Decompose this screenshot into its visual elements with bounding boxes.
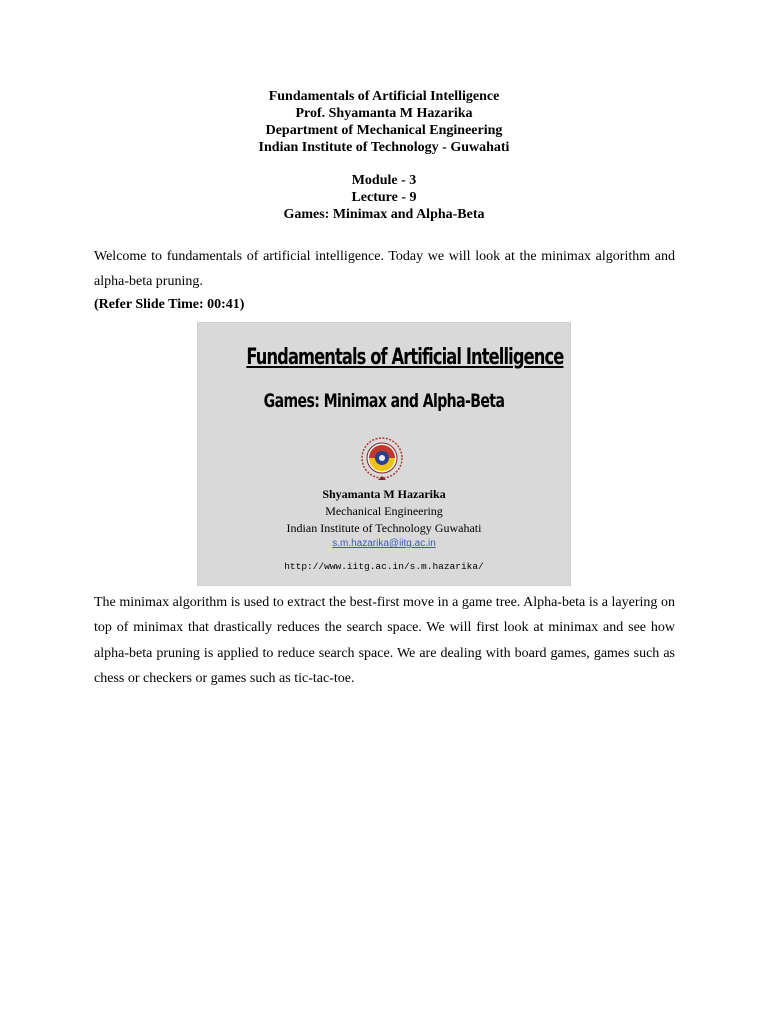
header-spacer xyxy=(0,156,768,172)
course-title: Fundamentals of Artificial Intelligence xyxy=(268,89,500,104)
slide-subtitle: Games: Minimax and Alpha-Beta xyxy=(263,390,505,412)
slide-presenter: Shyamanta M Hazarika xyxy=(322,487,446,501)
iit-guwahati-logo-icon xyxy=(358,431,406,481)
slide-title: Fundamentals of Artificial Intelligence xyxy=(246,345,564,370)
institute-name: Indian Institute of Technology - Guwahati xyxy=(258,140,510,155)
slide-email-link[interactable]: s.m.hazarika@iitg.ac.in xyxy=(332,538,436,549)
lecture-header xyxy=(0,88,768,223)
slide-url-link[interactable]: http://www.iitg.ac.in/s.m.hazarika/ xyxy=(284,561,484,572)
body-paragraph: The minimax algorithm is used to extract the best-first move in a game tree. Alpha-beta is a layering on top of minimax that drastically reduces the search space. We will first look at minimax and see how alpha-beta pruning is applied to reduce search space. We are dealing with board games, games such as chess or checkers or games such as tic-tac-toe. xyxy=(94,595,675,686)
refer-slide-time: (Refer Slide Time: 00:41) xyxy=(94,297,245,312)
department-name: Department of Mechanical Engineering xyxy=(265,123,503,138)
module-number: Module - 3 xyxy=(351,173,417,188)
lecture-slide-image xyxy=(197,322,571,586)
professor-name: Prof. Shyamanta M Hazarika xyxy=(295,106,473,121)
slide-institute: Indian Institute of Technology Guwahati xyxy=(286,521,482,535)
lecture-number: Lecture - 9 xyxy=(351,190,417,205)
intro-paragraph: Welcome to fundamentals of artificial intelligence. Today we will look at the minimax algorithm and alpha-beta pruning. xyxy=(94,249,675,290)
lecture-topic: Games: Minimax and Alpha-Beta xyxy=(283,207,485,222)
slide-department: Mechanical Engineering xyxy=(325,504,443,518)
